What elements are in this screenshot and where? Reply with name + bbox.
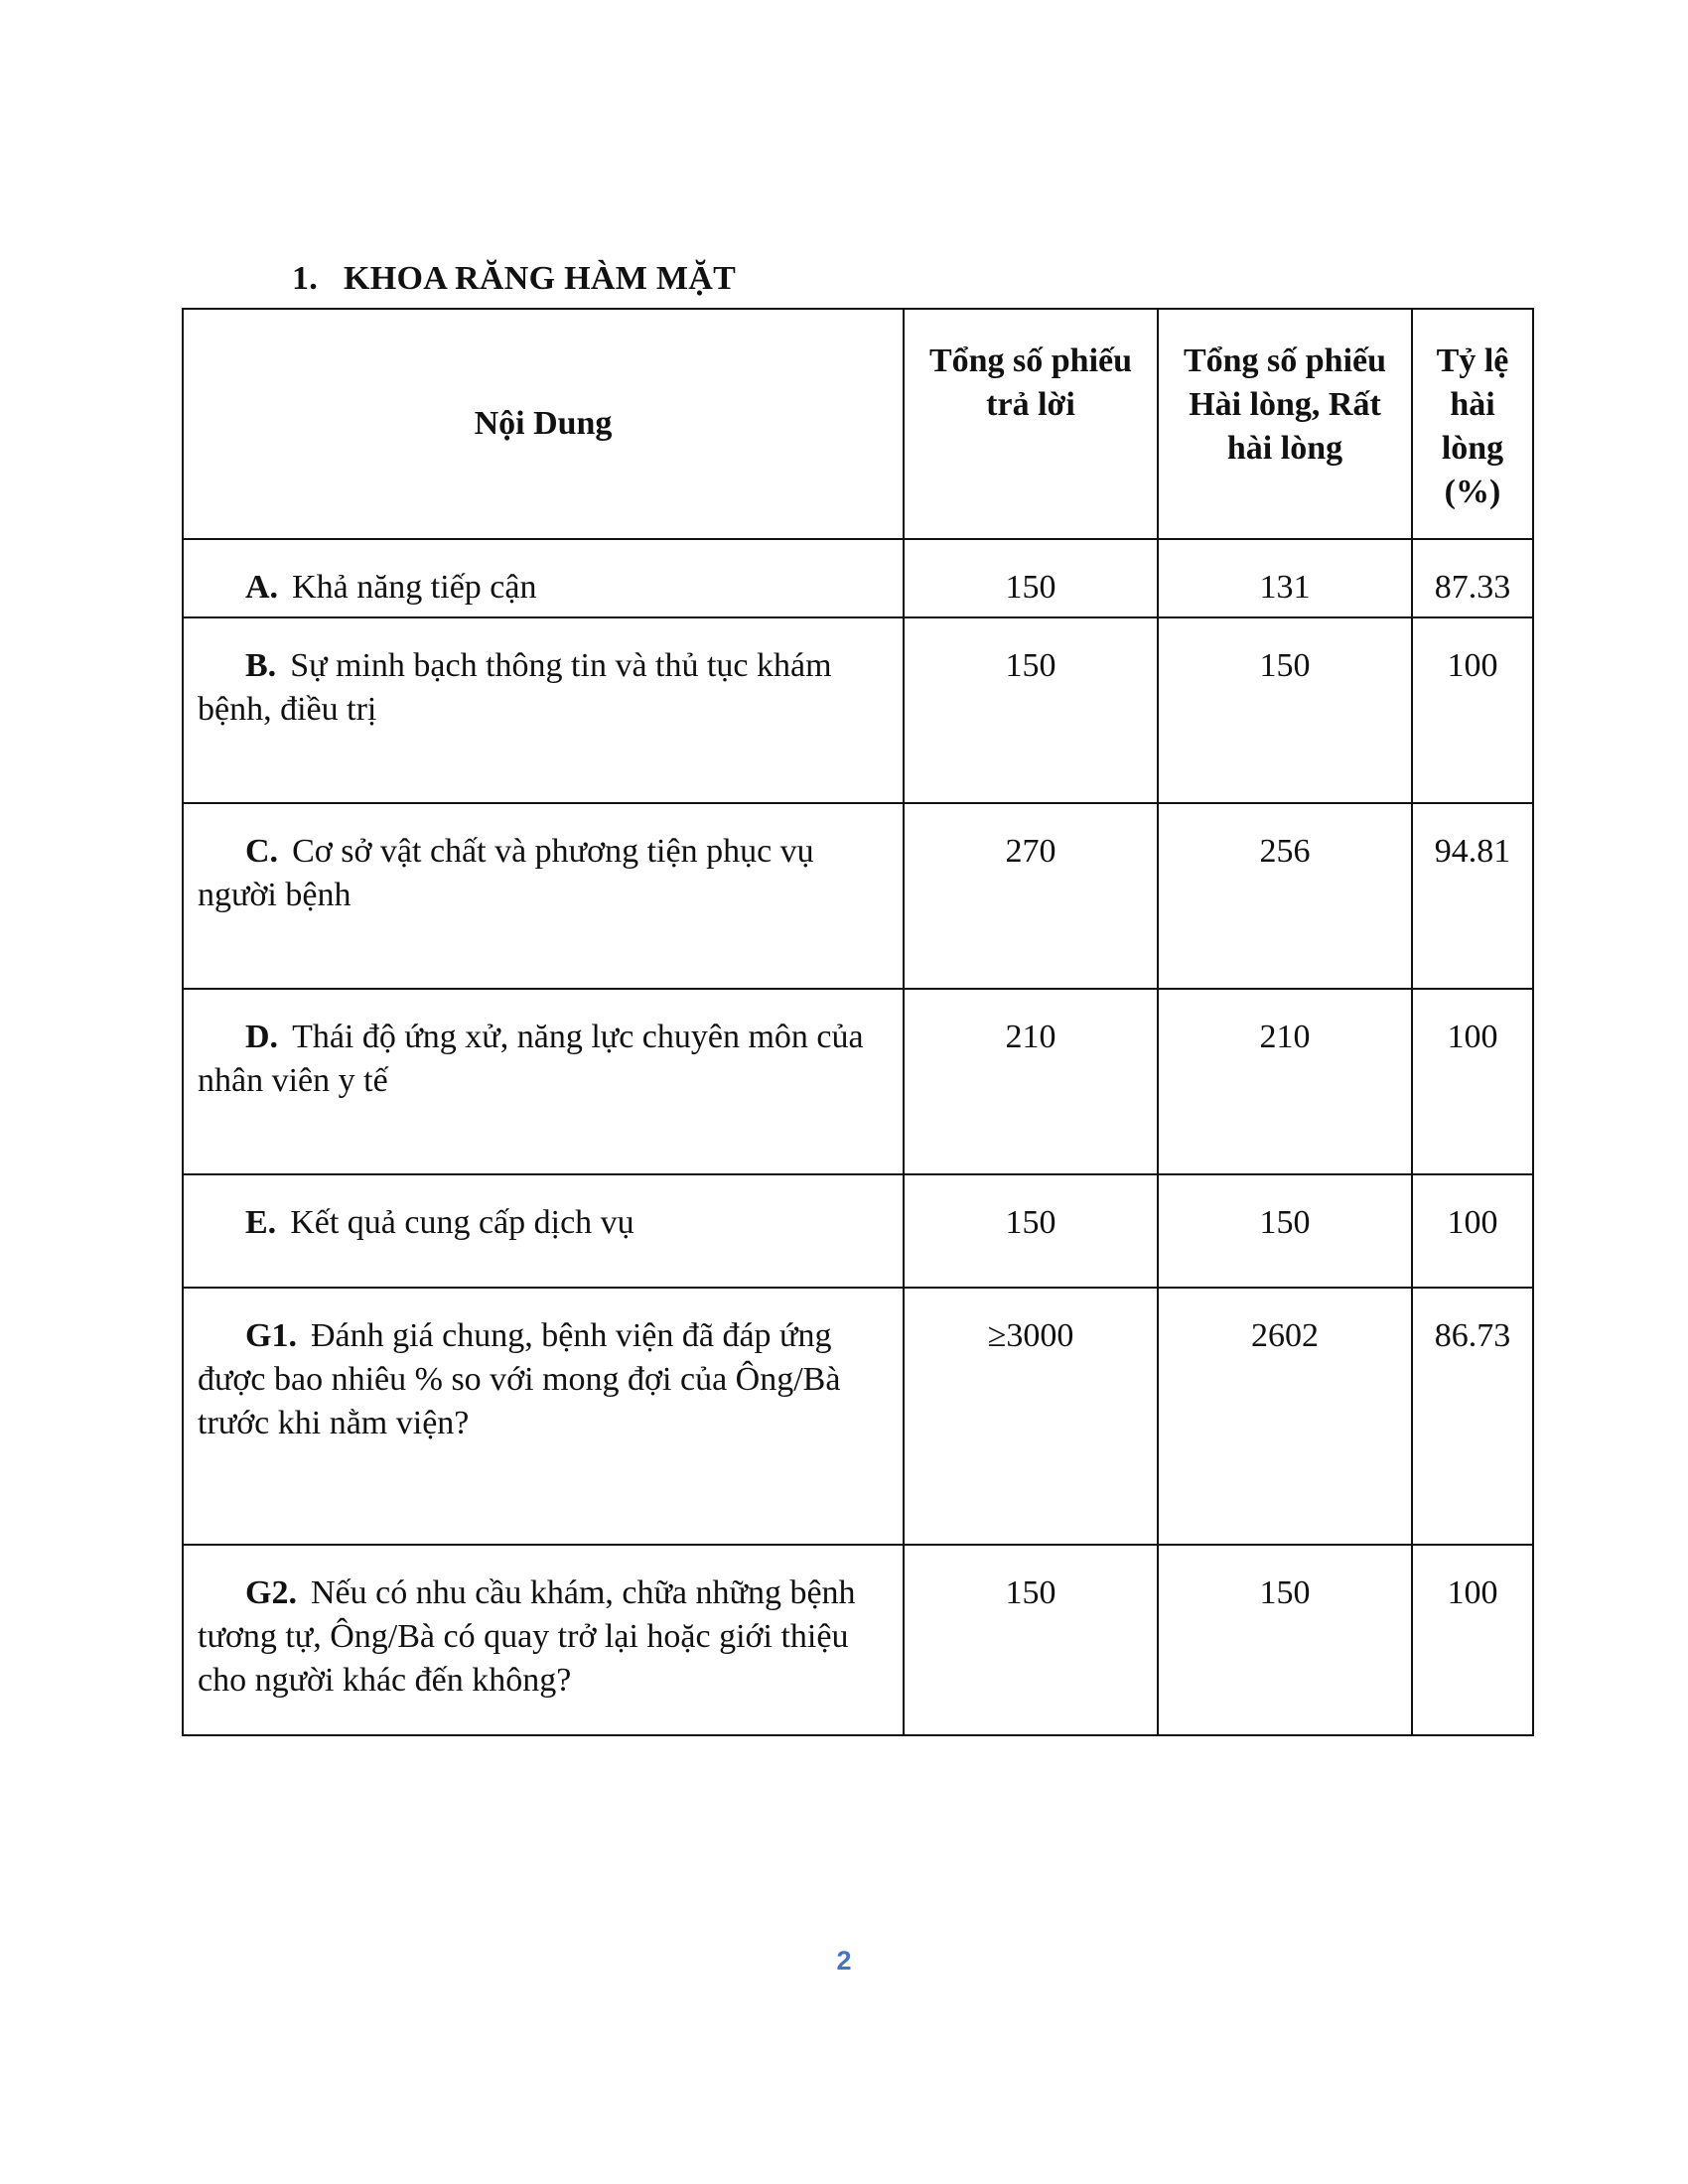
table-row: [183, 1174, 1533, 1288]
table-row: [183, 617, 1533, 803]
table-row: [183, 539, 1533, 617]
row-total: ≥3000: [904, 1288, 1158, 1545]
row-satisfied: 131: [1158, 539, 1412, 617]
table-row: [183, 989, 1533, 1174]
row-code: E.: [245, 1204, 277, 1241]
table-header-row: [183, 309, 1533, 539]
row-code: G1.: [245, 1317, 297, 1354]
row-content: [183, 1545, 904, 1735]
row-satisfied: 256: [1158, 803, 1412, 989]
row-total: 150: [904, 1174, 1158, 1288]
header-total-responses: Tổng số phiếu trả lời: [904, 309, 1158, 539]
row-total: 210: [904, 989, 1158, 1174]
row-rate: 87.33: [1412, 539, 1533, 617]
section-heading: [292, 260, 736, 298]
row-rate: 100: [1412, 1545, 1533, 1735]
row-code: D.: [245, 1019, 279, 1055]
satisfaction-table: [182, 308, 1534, 1736]
row-total: 150: [904, 1545, 1158, 1735]
row-text: Cơ sở vật chất và phương tiện phục vụ người bệnh: [198, 833, 814, 913]
row-code: B.: [245, 647, 277, 684]
row-text: Khả năng tiếp cận: [292, 569, 537, 606]
row-content: [183, 539, 904, 617]
row-code: A.: [245, 569, 279, 606]
row-content: [183, 803, 904, 989]
row-text: Nếu có nhu cầu khám, chữa những bệnh tương tự, Ông/Bà có quay trở lại hoặc giới thiệu cho người khác đến không?: [198, 1574, 856, 1699]
row-satisfied: 150: [1158, 1174, 1412, 1288]
section-title: KHOA RĂNG HÀM MẶT: [344, 260, 737, 297]
row-total: 270: [904, 803, 1158, 989]
row-content: [183, 989, 904, 1174]
row-content: [183, 1174, 904, 1288]
row-text: Kết quả cung cấp dịch vụ: [290, 1204, 634, 1241]
row-rate: 100: [1412, 617, 1533, 803]
row-satisfied: 150: [1158, 1545, 1412, 1735]
row-text: Đánh giá chung, bệnh viện đã đáp ứng được bao nhiêu % so với mong đợi của Ông/Bà trước khi nằm viện?: [198, 1317, 841, 1441]
row-satisfied: 150: [1158, 617, 1412, 803]
row-code: C.: [245, 833, 279, 870]
row-content: [183, 617, 904, 803]
table-row: [183, 1288, 1533, 1545]
row-rate: 94.81: [1412, 803, 1533, 989]
table-row: [183, 1545, 1533, 1735]
row-content: [183, 1288, 904, 1545]
table-row: [183, 803, 1533, 989]
row-rate: 100: [1412, 989, 1533, 1174]
row-total: 150: [904, 617, 1158, 803]
page-number: 2: [836, 1946, 852, 1976]
header-satisfaction-rate: Tỷ lệ hài lòng (%): [1412, 309, 1533, 539]
row-satisfied: 210: [1158, 989, 1412, 1174]
header-content: Nội Dung: [183, 309, 904, 539]
row-total: 150: [904, 539, 1158, 617]
header-satisfied-responses: Tổng số phiếu Hài lòng, Rất hài lòng: [1158, 309, 1412, 539]
row-text: Sự minh bạch thông tin và thủ tục khám bệnh, điều trị: [198, 647, 832, 728]
row-rate: 100: [1412, 1174, 1533, 1288]
row-satisfied: 2602: [1158, 1288, 1412, 1545]
section-number: 1.: [292, 260, 319, 297]
row-rate: 86.73: [1412, 1288, 1533, 1545]
row-code: G2.: [245, 1574, 297, 1611]
row-text: Thái độ ứng xử, năng lực chuyên môn của nhân viên y tế: [198, 1019, 864, 1099]
